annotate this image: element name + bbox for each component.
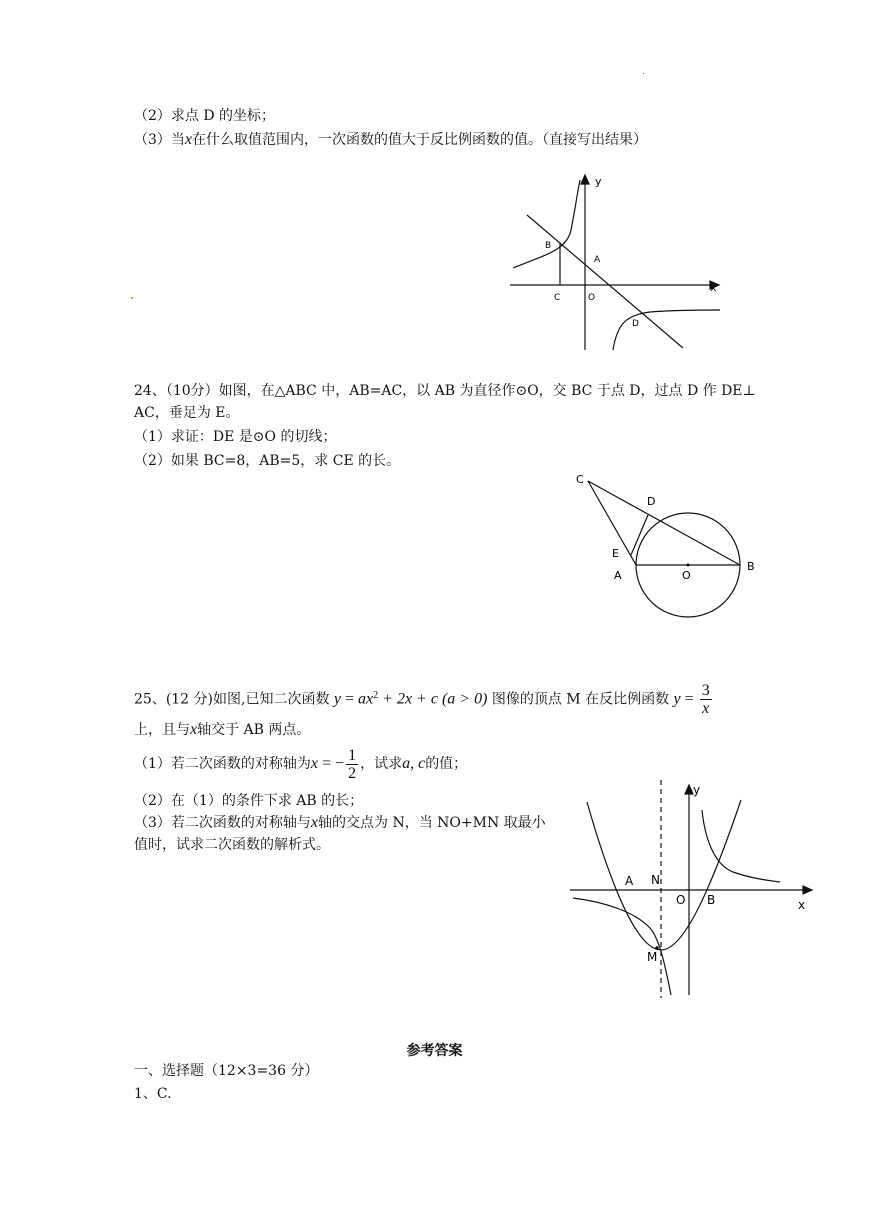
q25-part2: （2）在（1）的条件下求 AB 的长；	[134, 793, 364, 809]
answers-item1: 1、C.	[134, 1086, 172, 1102]
q25-part3-line2: 值时，试求二次函数的解析式。	[134, 837, 330, 853]
q24-line1: 24、（10分）如图，在△ABC 中，AB=AC，以 AB 为直径作⊙O，交 BC 于点 D，过点 D 作 DE⊥	[134, 383, 756, 399]
q23-label-D: D	[632, 319, 639, 329]
q24-figure	[570, 465, 770, 630]
q25-label-M: M	[647, 950, 658, 964]
q25-part3: （3）若二次函数的对称轴与x轴的交点为 N，当 NO+MN 取最小	[134, 814, 546, 831]
q24-label-C: C	[576, 473, 584, 486]
q23-part3: （3）当x在什么取值范围内，一次函数的值大于反比例函数的值。（直接写出结果）	[134, 131, 648, 148]
q24-line2: AC，垂足为 E。	[134, 405, 240, 421]
q25-label-O: O	[676, 893, 686, 907]
q25-part1: （1）若二次函数的对称轴为x = − $\frac{1}{2}$ ，试求a, c的值；	[134, 746, 468, 782]
q25-line2: 上，且与x轴交于 AB 两点。	[134, 721, 311, 738]
q23-label-A: A	[594, 255, 601, 265]
q24-label-D: D	[647, 495, 656, 508]
q23-label-x: x	[710, 281, 717, 294]
q23-label-C: C	[554, 293, 561, 303]
q24-label-A: A	[614, 569, 622, 582]
stray-dot	[643, 73, 644, 74]
q25-label-B: B	[707, 893, 716, 907]
stray-dot	[131, 297, 133, 299]
q24-label-B: B	[747, 560, 755, 573]
q25-intro: 25、(12 分)如图,已知二次函数 $y = ax^2 + 2x + c$ (a > 0) 图像的顶点 M 在反比例函数 y = $\frac{3}{x}$	[134, 682, 710, 718]
q25-label-y: y	[693, 783, 701, 797]
q23-label-y: y	[595, 175, 602, 188]
answers-title: 参考答案	[406, 1043, 463, 1059]
answers-section1: 一、选择题（12×3=36 分）	[134, 1063, 319, 1079]
q24-label-O: O	[682, 569, 691, 582]
q23-label-B: B	[545, 241, 552, 251]
q25-label-N: N	[651, 873, 660, 887]
q25-label-x: x	[798, 898, 806, 912]
q24-part1: （1）求证：DE 是⊙O 的切线；	[134, 429, 337, 445]
q25-figure	[565, 780, 815, 1005]
q23-label-O: O	[588, 293, 596, 303]
q24-part2: （2）如果 BC=8，AB=5，求 CE 的长。	[134, 453, 401, 469]
q23-figure	[505, 170, 730, 355]
q24-label-E: E	[612, 547, 619, 560]
q23-part2: （2）求点 D 的坐标；	[134, 108, 276, 124]
q25-label-A: A	[625, 874, 634, 888]
